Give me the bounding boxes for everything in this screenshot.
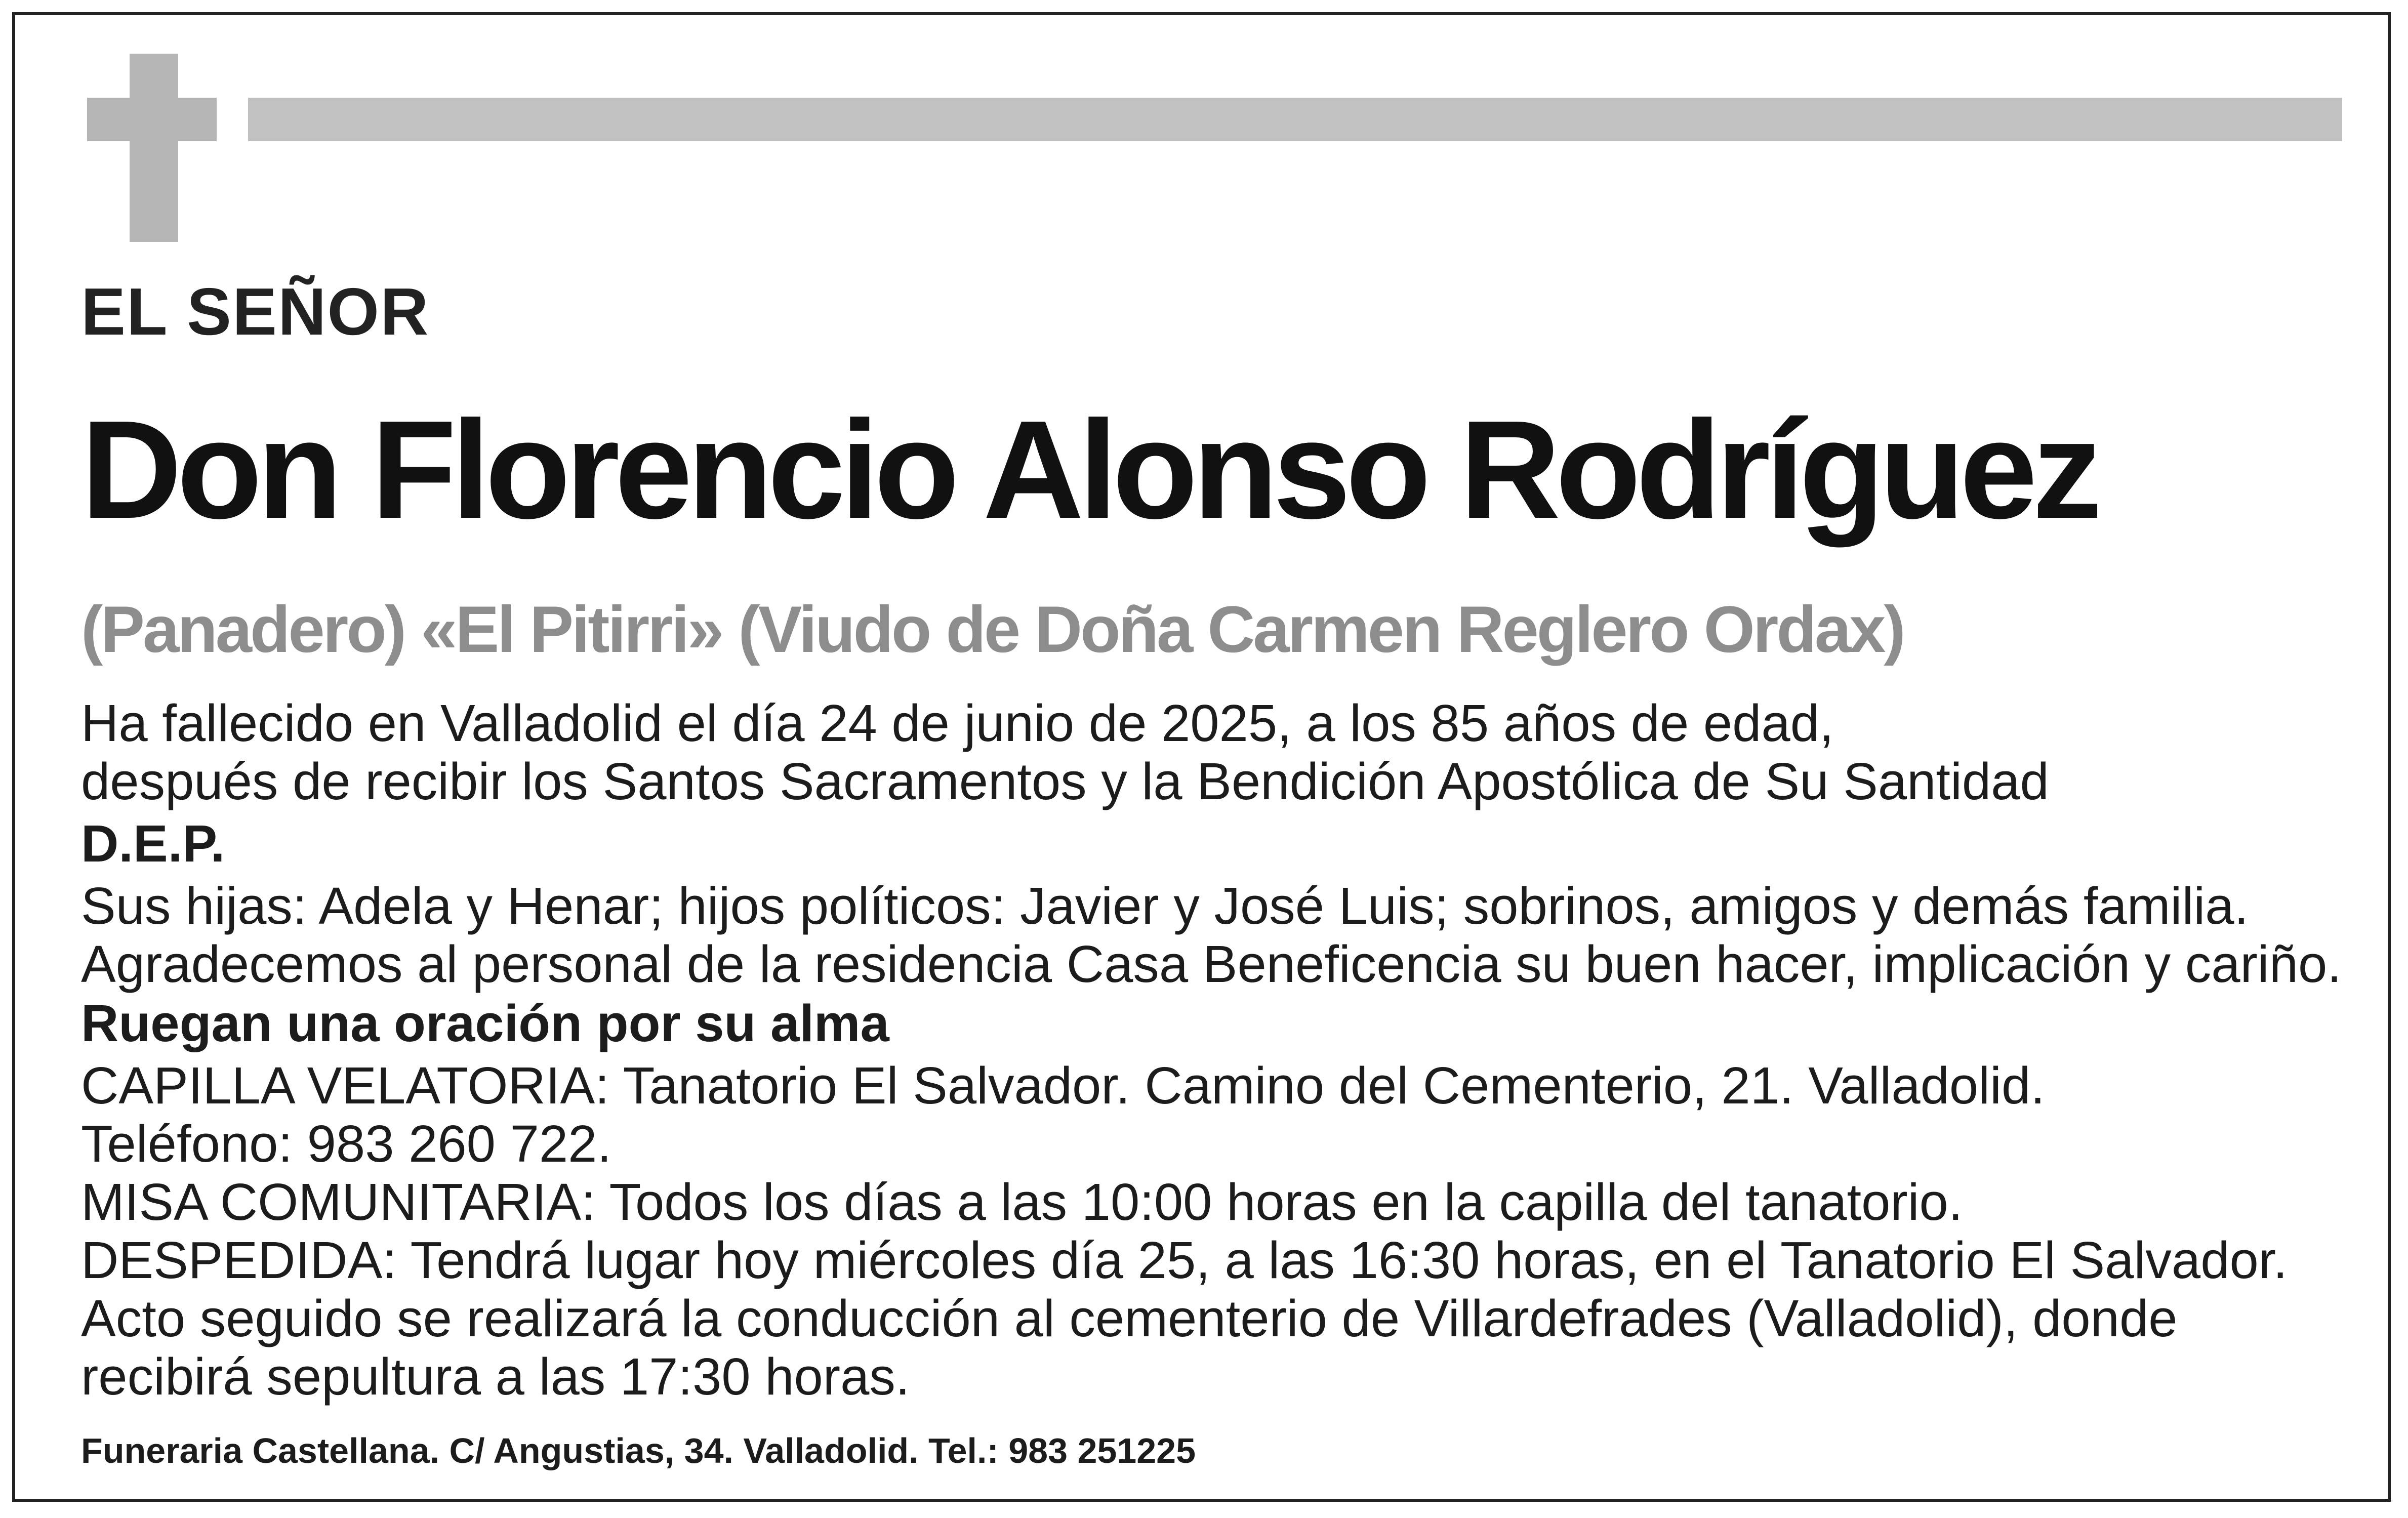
prayer-request: Ruegan una oración por su alma [81, 994, 889, 1052]
thanks-line: Agradecemos al personal de la residencia Casa Beneficencia su buen hacer, implicación y cariño. [81, 935, 2342, 993]
cross-icon-arm [87, 98, 217, 141]
header-bar [248, 98, 2342, 141]
title-label: EL SEÑOR [81, 274, 430, 349]
chapel-line: CAPILLA VELATORIA: Tanatorio El Salvador. Camino del Cementerio, 21. Valladolid. [81, 1056, 2045, 1115]
cross-icon [130, 54, 178, 242]
transfer-line-2: recibirá sepultura a las 17:30 horas. [81, 1347, 910, 1406]
deceased-subtitle: (Panadero) «El Pitirri» (Viudo de Doña Carmen Reglero Ordax) [81, 592, 1904, 666]
deceased-name: Don Florencio Alonso Rodríguez [81, 392, 2097, 548]
death-notice-line-2: después de recibir los Santos Sacramentos y la Bendición Apostólica de Su Santidad [81, 752, 2049, 810]
farewell-line: DESPEDIDA: Tendrá lugar hoy miércoles día 25, a las 16:30 horas, en el Tanatorio El Salvador. [81, 1231, 2288, 1289]
mass-line: MISA COMUNITARIA: Todos los días a las 10:00 horas en la capilla del tanatorio. [81, 1173, 1963, 1231]
death-notice-line-1: Ha fallecido en Valladolid el día 24 de junio de 2025, a los 85 años de edad, [81, 694, 1834, 752]
funeral-home-footer: Funeraria Castellana. C/ Angustias, 34. Valladolid. Tel.: 983 251225 [81, 1431, 1196, 1470]
family-line: Sus hijas: Adela y Henar; hijos políticos: Javier y José Luis; sobrinos, amigos y demás familia. [81, 877, 2249, 935]
transfer-line-1: Acto seguido se realizará la conducción al cementerio de Villardefrades (Valladolid), donde [81, 1289, 2178, 1347]
dep-text: D.E.P. [81, 814, 225, 873]
phone-line: Teléfono: 983 260 722. [81, 1115, 612, 1173]
